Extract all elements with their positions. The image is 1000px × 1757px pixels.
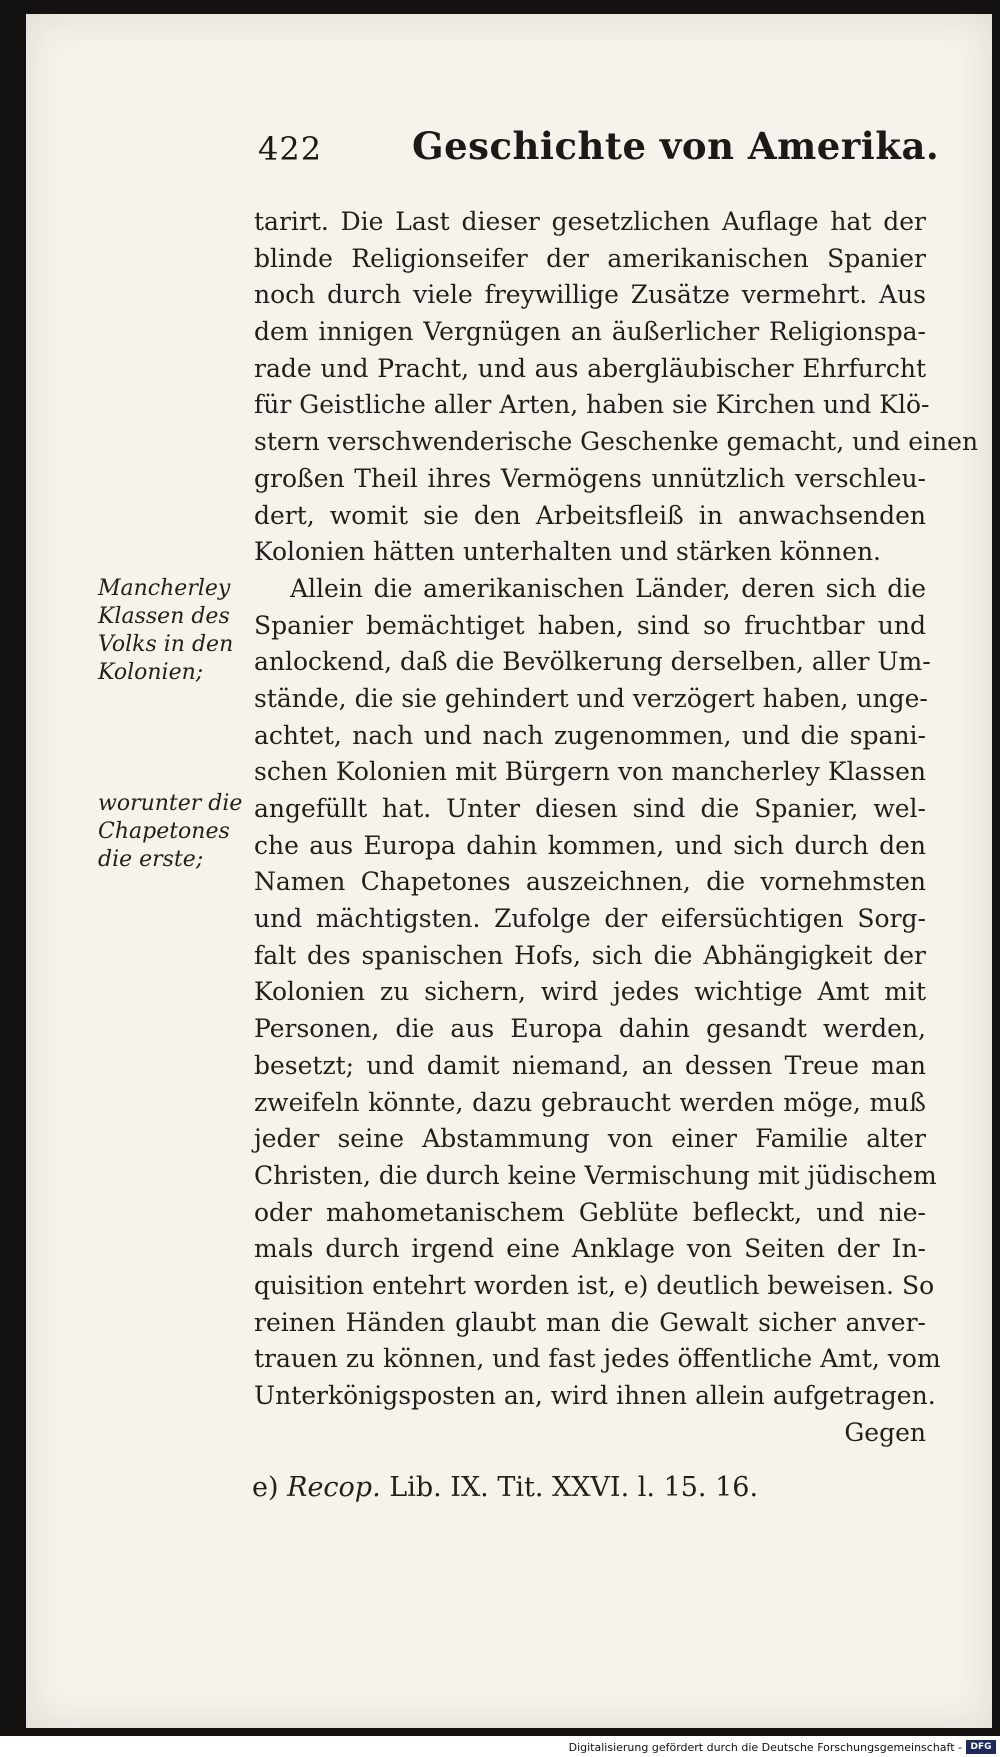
text-line: che aus Europa dahin kommen, und sich durch den [254, 830, 926, 860]
text-line: großen Theil ihres Vermögens unnützlich verschleu- [254, 463, 926, 493]
margin-note-chapetones [98, 790, 242, 874]
text-line: reinen Händen glaubt man die Gewalt sicher anver- [254, 1307, 926, 1337]
text-line: und mächtigsten. Zufolge der eifersüchtigen Sorg- [254, 904, 926, 934]
text-line: quisition entehrt worden ist, e) deutlich beweisen. So [254, 1270, 935, 1300]
text-line: Kolonien zu sichern, wird jedes wichtige Amt mit [254, 977, 926, 1007]
text-line: jeder seine Abstammung von einer Familie alter [254, 1124, 926, 1154]
text-line: oder mahometanischem Geblüte befleckt, und nie- [254, 1197, 926, 1227]
margin-note-line: Klassen des [98, 604, 230, 629]
text-line: Allein die amerikanischen Länder, deren sich die [290, 573, 926, 603]
footer-credit: Digitalisierung gefördert durch die Deutsche Forschungsgemeinschaft - [568, 1741, 962, 1754]
text-line: Personen, die aus Europa dahin gesandt werden, [254, 1014, 926, 1044]
margin-note-line: worunter die [98, 791, 243, 816]
margin-note-line: die erste; [98, 847, 204, 872]
text-line: Christen, die durch keine Vermischung mit jüdischem [254, 1160, 937, 1190]
text-line: Kolonien hätten unterhalten und stärken können. [254, 537, 881, 567]
catchword: Gegen [844, 1417, 926, 1447]
dfg-logo: DFG [966, 1740, 996, 1754]
text-line: noch durch viele freywillige Zusätze vermehrt. Aus [254, 280, 926, 310]
text-line: für Geistliche aller Arten, haben sie Kirchen und Klö- [254, 390, 930, 420]
body-text [254, 204, 979, 1451]
margin-note-line: Kolonien; [98, 660, 204, 685]
text-line: achtet, nach und nach zugenommen, und die spani- [254, 720, 926, 750]
footnote-text: Lib. IX. Tit. XXVI. l. 15. 16. [389, 1472, 759, 1503]
text-line: Unterkönigsposten an, wird ihnen allein aufgetragen. [254, 1381, 936, 1410]
text-line: dem innigen Vergnügen an äußerlicher Religionspa- [254, 317, 926, 347]
footnote-marker: e) [252, 1472, 279, 1503]
text-line: tarirt. Die Last dieser gesetzlichen Auflage hat der [254, 207, 926, 236]
margin-note-line: Volks in den [98, 632, 234, 657]
margin-note-line: Chapetones [98, 819, 230, 844]
text-line: stände, die sie gehindert und verzögert haben, unge- [254, 683, 928, 713]
margin-note-classes [98, 575, 233, 687]
text-line: trauen zu können, und fast jedes öffentliche Amt, vom [254, 1344, 941, 1374]
footnote-ref: Recop. [287, 1472, 381, 1503]
text-line: besetzt; und damit niemand, an dessen Treue man [254, 1050, 926, 1080]
text-line: zweifeln könnte, dazu gebraucht werden möge, muß [254, 1087, 926, 1117]
text-line: Namen Chapetones auszeichnen, die vornehmsten [254, 867, 926, 897]
text-line: Spanier bemächtiget haben, sind so fruchtbar und [254, 610, 926, 640]
text-line: stern verschwenderische Geschenke gemacht, und einen [254, 427, 979, 457]
running-head: Geschichte von Amerika. [412, 124, 940, 168]
page-number: 422 [258, 130, 323, 168]
text-line: dert, womit sie den Arbeitsfleiß in anwachsenden [254, 500, 926, 530]
text-line: anlockend, daß die Bevölkerung derselben, aller Um- [254, 647, 931, 677]
margin-note-line: Mancherley [98, 576, 231, 601]
text-line: rade und Pracht, und aus abergläubischer Ehrfurcht [254, 353, 926, 383]
text-line: mals durch irgend eine Anklage von Seiten der In- [254, 1234, 926, 1264]
text-line: blinde Religionseifer der amerikanischen Spanier [254, 243, 926, 273]
text-line: schen Kolonien mit Bürgern von mancherley Klassen [254, 757, 926, 787]
text-line: falt des spanischen Hofs, sich die Abhängigkeit der [254, 940, 926, 970]
text-line: angefüllt hat. Unter diesen sind die Spanier, wel- [254, 794, 926, 823]
footnote [252, 1472, 758, 1503]
